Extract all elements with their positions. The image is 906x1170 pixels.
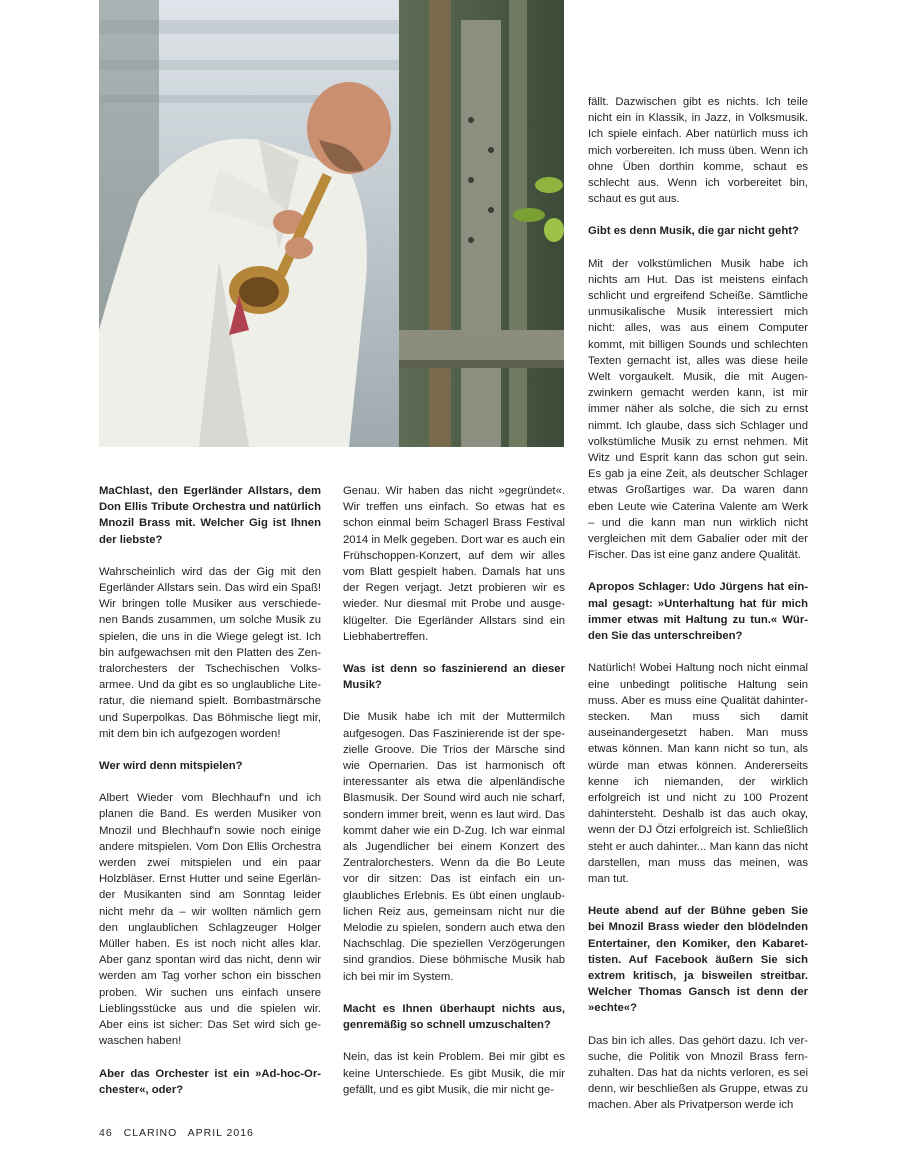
article-column-2 (343, 483, 565, 1114)
interview-question: MaChlast, den Egerländer Allstars, dem Don Ellis Tribute Orchestra und natürlich Mnozil Brass mit. Welcher Gig ist Ihnen der liebste? (99, 485, 321, 546)
interview-question: Wer wird denn mitspielen? (99, 760, 243, 773)
interview-answer: Natürlich! Wobei Haltung noch nicht einmal eine unbedingt politische Haltung sein muss. Aber es muss eine Qualität dahinterstecken. Man muss sich damit auseinandergesetzt haben. Man muss etwas können. Man kann nicht so tun, als würde man etwas können. Andererseits kenne ich niemanden, der wirklich erfolgreich ist und nicht zu 100 Prozent dahintersteht. Deshalb ist das auch okay, wenn der DJ Ötzi erfolgreich ist. Schließlich steht er auch dahinter... Man kann das nicht darstellen, man muss das meinen, was man tut. (588, 662, 808, 885)
photo-illustration (99, 0, 564, 447)
interview-question: Aber das Orchester ist ein »Ad-hoc-Orchester«, oder? (99, 1067, 321, 1096)
interview-answer: Die Musik habe ich mit der Muttermilch aufgesogen. Das Faszinierende ist der spezielle Groove. Die Trios der Märsche sind wie Opernarien. Das ist harmonisch oft interessanter als etwa die alpenländische Blasmusik. Der Sound wird auch nie scharf, sondern immer breit, wenn es laut wird. Das kommt daher wie ein D-Zug. Ich war einmal als Jugendlicher bei einem Konzert des Zentralorchesters. Wenn da die Bo Leute vor dir sitzen: Das ist einfach ein unglaubliches Erlebnis. Es übt einen unglaublichen Reiz aus, gemeinsam nicht nur die Melodie zu spielen, sondern auch etwa den Nachschlag. Die speziellen Verzögerungen sind grandios. Diese böhmische Musik hab ich bei mir im System. (343, 711, 565, 983)
interview-answer: Wahrscheinlich wird das der Gig mit den Egerländer Allstars sein. Das wird ein Spaß! Wir bringen tolle Musiker aus verschiedenen Bands zusammen, um solche Musik zu spielen, die uns in die Wiege gelegt ist. Ich bin aufgewachsen mit den Platten des Zentralorchesters der Tschechischen Volksarmee. Und da gibt es so unglaubliche Literatur, die niemand spielt. Bombastmärsche und Superpolkas. Das Böhmische liegt mir, mit dem bin ich aufgezogen worden! (99, 565, 321, 740)
interview-answer: Mit der volkstümlichen Musik habe ich nichts am Hut. Das ist meistens einfach schlicht und ergreifend Scheiße. Sämtliche unmusikalische Musik interessiert mich nicht: alles, was aus einem Computer kommt, mit billigen Sounds und schlechten Texten gemacht ist, alles was diese heile Welt vorgaukelt. Musik, die mit Augenzwinkern gemacht werden kann, ist mir immer näher als solche, die sich zu ernst nimmt. Ich glaube, dass sich Schlager und volkstümliche Musik zu ernst nehmen. Mit Witz und Esprit kann das schon gut sein. Es gab ja eine Zeit, als deutscher Schlager etwas Großartiges war. Da waren dann eben Leute wie Caterina Valente am Werk – und die kann man nun wirklich nicht vergleichen mit dem Gabalier oder mit der Fischer. Das ist eine ganz andere Qualität. (588, 257, 808, 562)
interview-question: Apropos Schlager: Udo Jürgens hat einmal gesagt: »Unterhaltung hat für mich immer etwas mit Haltung zu tun.« Würden Sie das unterschreiben? (588, 581, 808, 643)
interview-question: Heute abend auf der Bühne geben Sie bei Mnozil Brass wieder den blödelnden Entertainer, den Komiker, den Kabarettisten. Auf Facebook äußern Sie sich extrem kritisch, ja bisweilen streitbar. Welcher Thomas Gansch ist denn der »echte«? (588, 905, 808, 1015)
page-number: 46 (99, 1127, 113, 1139)
interview-answer: fällt. Dazwischen gibt es nichts. Ich teile nicht ein in Klassik, in Jazz, in Volksmusik. Ich spiele einfach. Aber natürlich muss ich mich vorbereiten. Ich muss üben. Wenn ich ohne Üben dorthin komme, schaut es schlecht aus. Wenn ich vorbereitet bin, schaut es gut aus. (588, 96, 808, 206)
trumpet-player-photo (99, 0, 564, 447)
article-column-3 (588, 94, 808, 1130)
interview-question: Macht es Ihnen überhaupt nichts aus, genremäßig so schnell umzuschalten? (343, 1002, 565, 1032)
magazine-name: CLARINO (123, 1127, 178, 1139)
page-footer (99, 1127, 261, 1139)
interview-answer: Das bin ich alles. Das gehört dazu. Ich versuche, die Politik von Mnozil Brass fernzuhalten. Das hat da nichts verloren, es sei denn, wir beschließen als Gruppe, etwas zu machen. Aber als Privatperson werde ich (588, 1034, 808, 1112)
interview-answer: Nein, das ist kein Problem. Bei mir gibt es keine Unterschiede. Es gibt Musik, die mir gefällt, und es gibt Musik, die mir nicht ge- (343, 1051, 565, 1096)
interview-question: Gibt es denn Musik, die gar nicht geht? (588, 225, 799, 238)
interview-answer: Albert Wieder vom Blechhauf'n und ich planen die Band. Es werden Musiker von Mnozil und Blechhauf'n sowie noch einige andere mitspielen. Vom Don Ellis Orchestra werden zwei mitspielen und ein paar Holzbläser. Ernst Hutter und seine Egerländer Musikanten sind am Sonntag leider nicht mehr da – wir wollten nämlich gern den unglaublichen Schlagzeuger Holger Müller haben. Es ist noch nicht alles klar. Aber ganz spontan wird das nicht, denn wir werden am Tag vorher schon ein bisschen proben. Wir suchen uns einfach unsere Lieblingsstücke aus und die spielen wir. Aber eins ist sicher: Das Set wird sich gewaschen haben! (99, 792, 321, 1048)
interview-question: Was ist denn so faszinierend an dieser Musik? (343, 663, 565, 692)
issue-date: APRIL 2016 (187, 1127, 254, 1139)
article-column-1 (99, 483, 321, 1114)
interview-answer: Genau. Wir haben das nicht »gegründet«. Wir treffen uns einfach. So etwas hat es schon einmal beim Schagerl Brass Festival 2014 in Melk gegeben. Dort war es auch ein Frühschoppen-Konzert, auf dem wir alles vom Blatt gespielt haben. Damals hat uns der Regen verjagt. Jetzt probieren wir es wieder. Nur diesmal mit Probe und ausgeklügelter. Die Egerländer Allstars sind ein Liebhabertreffen. (343, 485, 565, 643)
